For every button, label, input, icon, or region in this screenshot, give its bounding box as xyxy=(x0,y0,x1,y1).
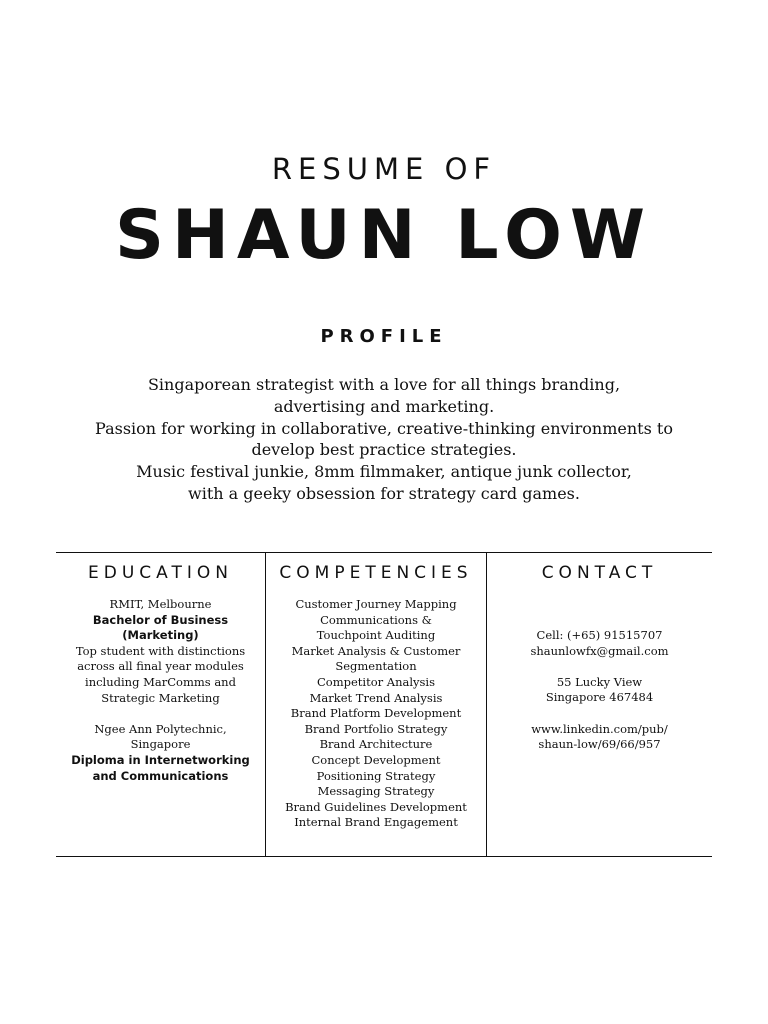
education-list xyxy=(56,597,265,784)
competency-item: Brand Architecture xyxy=(319,737,433,752)
education-institution: RMIT, Melbourne xyxy=(109,597,212,611)
education-detail: Strategic Marketing xyxy=(101,690,220,705)
competency-item: Segmentation xyxy=(335,659,417,674)
competency-item: Communications & xyxy=(320,612,432,627)
competency-item: Internal Brand Engagement xyxy=(294,815,458,830)
profile-line: with a geeky obsession for strategy card games. xyxy=(188,483,580,503)
profile-line: Singaporean strategist with a love for all things branding, xyxy=(147,375,621,394)
spacer xyxy=(56,706,265,722)
education-degree: and Communications xyxy=(92,768,229,783)
contact-linkedin: www.linkedin.com/pub/ xyxy=(531,721,668,736)
education-detail: across all final year modules xyxy=(77,659,244,674)
profile-line: develop best practice strategies. xyxy=(251,440,517,460)
competency-item: Brand Guidelines Development xyxy=(285,799,467,814)
profile-summary xyxy=(60,374,708,505)
profile-line: Passion for working in collaborative, creative-thinking environments to xyxy=(95,418,673,438)
contact-email: shaunlowfx@gmail.com xyxy=(530,643,669,658)
education-heading: EDUCATION xyxy=(88,563,233,583)
competency-item: Competitor Analysis xyxy=(316,674,435,689)
spacer xyxy=(487,706,712,722)
competency-item: Touchpoint Auditing xyxy=(316,628,436,643)
competency-item: Market Analysis & Customer xyxy=(291,643,461,658)
contact-column xyxy=(487,553,712,856)
competency-item: Concept Development xyxy=(311,752,441,767)
candidate-name: SHAUN LOW xyxy=(115,196,653,275)
resume-details-table xyxy=(56,552,712,857)
competency-item: Positioning Strategy xyxy=(316,768,436,783)
spacer xyxy=(487,659,712,675)
contact-heading: CONTACT xyxy=(541,563,658,583)
competency-item: Brand Portfolio Strategy xyxy=(304,721,448,736)
competencies-list xyxy=(266,597,486,831)
competencies-heading: COMPETENCIES xyxy=(279,563,473,583)
profile-line: Music festival junkie, 8mm filmmaker, antique junk collector, xyxy=(136,462,632,482)
competency-item: Brand Platform Development xyxy=(290,706,462,721)
contact-address: 55 Lucky View xyxy=(556,674,643,689)
profile-heading: PROFILE xyxy=(320,326,448,347)
education-detail: Top student with distinctions xyxy=(75,643,246,658)
contact-details xyxy=(487,628,712,753)
contact-phone: Cell: (+65) 91515707 xyxy=(536,628,663,642)
education-degree: (Marketing) xyxy=(122,628,199,643)
education-detail: including MarComms and xyxy=(85,674,236,689)
resume-kicker: RESUME OF xyxy=(271,152,497,186)
contact-linkedin: shaun-low/69/66/957 xyxy=(538,737,661,752)
education-institution: Ngee Ann Polytechnic, xyxy=(94,721,227,736)
competency-item: Customer Journey Mapping xyxy=(295,597,457,611)
profile-line: advertising and marketing. xyxy=(273,396,495,416)
competency-item: Market Trend Analysis xyxy=(309,690,443,705)
competency-item: Messaging Strategy xyxy=(317,784,435,799)
contact-address: Singapore 467484 xyxy=(545,690,654,705)
education-degree: Bachelor of Business xyxy=(92,612,229,627)
education-column xyxy=(56,553,266,856)
competencies-column xyxy=(266,553,487,856)
education-degree: Diploma in Internetworking xyxy=(71,752,250,767)
education-institution: Singapore xyxy=(130,737,191,752)
